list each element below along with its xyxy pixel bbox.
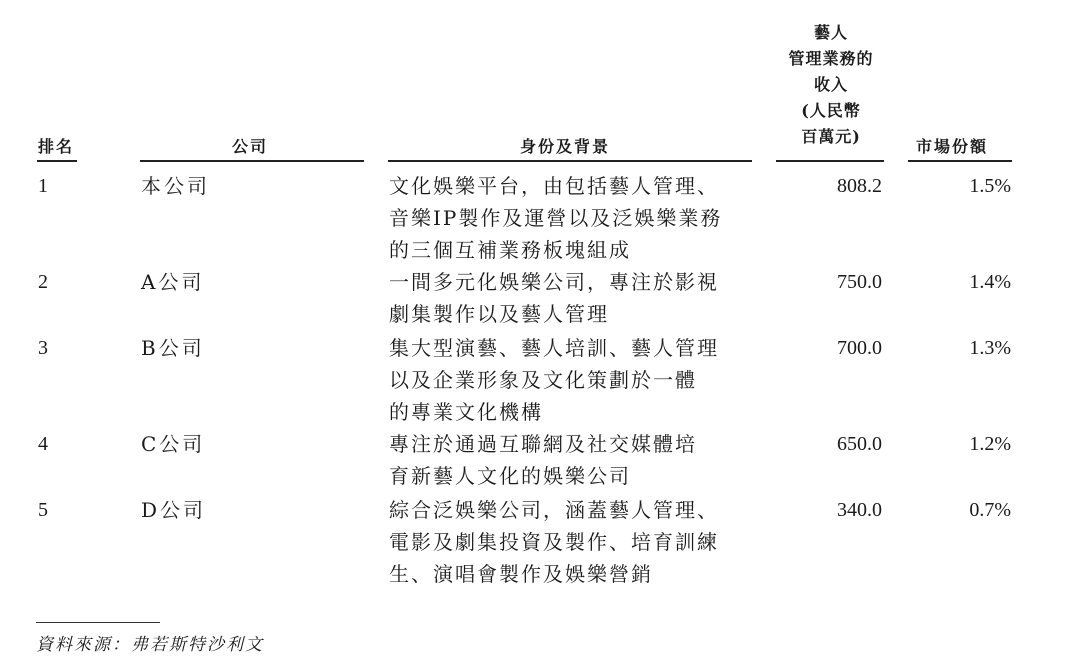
header-revenue: 藝人 管理業務的 收入 (人民幣 百萬元) [788, 23, 874, 146]
table-row-3-rank: 3 [38, 337, 48, 359]
header-company: 公司 [232, 137, 269, 156]
table-row-5-revenue: 340.0 [837, 499, 882, 521]
table-row-1-background: 文化娛樂平台，由包括藝人管理、 音樂IP製作及運營以及泛娛樂業務 的三個互補業務板塊組成 [389, 174, 723, 262]
table-row-1-share: 1.5% [969, 175, 1011, 197]
header-rule-share [908, 160, 1012, 162]
table-row-4-rank: 4 [38, 433, 48, 455]
table-row-1-revenue: 808.2 [837, 175, 882, 197]
table-row-2-rank: 2 [38, 271, 48, 293]
header-background: 身份及背景 [520, 137, 611, 156]
source-note: 資料來源：弗若斯特沙利文 [36, 635, 264, 655]
table-row-2-background: 一間多元化娛樂公司，專注於影視 劇集製作以及藝人管理 [389, 270, 719, 326]
table-row-4-share: 1.2% [969, 433, 1011, 455]
table-row-5-company: D公司 [141, 498, 207, 522]
table-row-2-share: 1.4% [969, 271, 1011, 293]
source-divider [36, 622, 160, 623]
table-row-3-company: B公司 [141, 336, 205, 360]
header-rule-rank [37, 160, 77, 162]
table-row-3-background: 集大型演藝、藝人培訓、藝人管理 以及企業形象及文化策劃於一體 的專業文化機構 [389, 336, 719, 424]
header-rule-revenue [776, 160, 884, 162]
table-row-1-rank: 1 [38, 175, 48, 197]
table-row-2-company: A公司 [141, 270, 205, 294]
table-row-5-share: 0.7% [969, 499, 1011, 521]
header-rule-company [140, 160, 364, 162]
table-row-4-revenue: 650.0 [837, 433, 882, 455]
table-row-4-background: 專注於通過互聯網及社交媒體培 育新藝人文化的娛樂公司 [389, 432, 697, 488]
header-share: 市場份額 [916, 137, 989, 156]
table-row-3-revenue: 700.0 [837, 337, 882, 359]
table-row-2-revenue: 750.0 [837, 271, 882, 293]
table-row-5-rank: 5 [38, 499, 48, 521]
table-row-5-background: 綜合泛娛樂公司，涵蓋藝人管理、 電影及劇集投資及製作、培育訓練 生、演唱會製作及娛樂營銷 [389, 498, 719, 586]
table-row-3-share: 1.3% [969, 337, 1011, 359]
table-row-1-company: 本公司 [141, 174, 210, 198]
header-rule-background [388, 160, 752, 162]
header-rank: 排名 [38, 137, 75, 156]
table-row-4-company: C公司 [141, 432, 206, 456]
